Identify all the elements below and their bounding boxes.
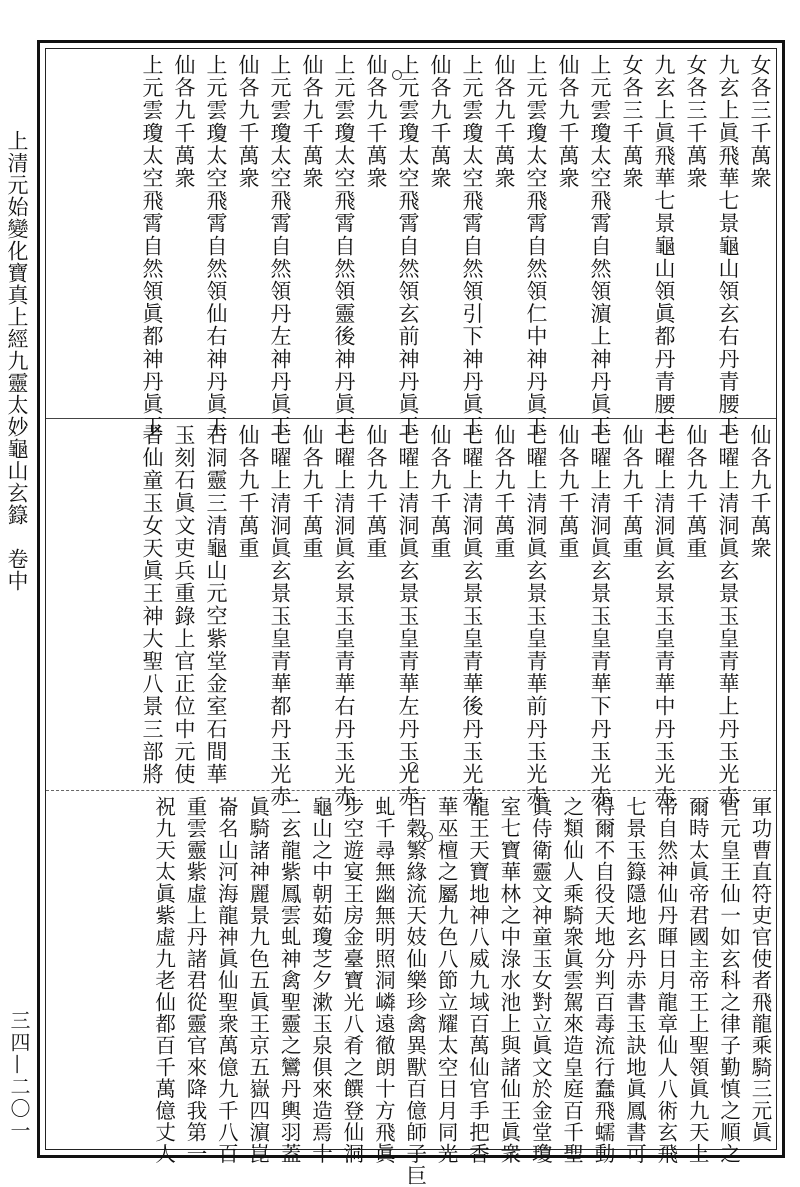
text-column: 虬千尋無幽無明照洞嶙遠徹朗十方飛眞 bbox=[371, 796, 396, 1165]
text-column: 仙各九千萬重 bbox=[684, 424, 708, 560]
text-column: 七曜上清洞眞玄景玉皇青華上丹玉光赤 bbox=[716, 424, 740, 809]
text-column: 九玄上眞飛華七景龜山領眞都丹青腰玉 bbox=[652, 54, 676, 439]
text-column: 仙各九千萬重 bbox=[556, 424, 580, 560]
text-column: 得爾不自役天地分判百毒流行蠢飛蠕動 bbox=[591, 796, 616, 1165]
text-column: 仙各九千萬重 bbox=[492, 424, 516, 560]
text-column: 仙各九千萬重 bbox=[300, 424, 324, 560]
text-column: 仙各九千萬衆 bbox=[364, 54, 388, 190]
text-column: 七曜上清洞眞玄景玉皇青華下丹玉光赤 bbox=[588, 424, 612, 809]
text-panel-top bbox=[60, 54, 776, 439]
text-column: 七曜上清洞眞玄景玉皇青華左丹玉光赤 bbox=[396, 424, 420, 809]
margin-title bbox=[4, 130, 30, 592]
text-column: 仙各九千萬重 bbox=[428, 424, 452, 560]
text-column: 女各三千萬衆 bbox=[620, 54, 644, 190]
text-column: 上元雲瓊太空飛霄自然領引下神丹眞玉 bbox=[460, 54, 484, 439]
text-column: 九玄上眞飛華七景龜山領玄右丹青腰玉 bbox=[716, 54, 740, 439]
text-column: 七曜上清洞眞玄景玉皇青華右丹玉光赤 bbox=[332, 424, 356, 809]
text-column: 女各三千萬衆 bbox=[684, 54, 708, 190]
text-column: 右洞靈三清龜山元空紫堂金室石間華 bbox=[204, 424, 228, 786]
text-column: 二玄龍紫鳳雲虬神禽聖靈之鸞丹輿羽蓋 bbox=[277, 796, 302, 1165]
text-column: 百穀繁緣流天妓仙樂珍禽異獸百億師子巨 bbox=[402, 796, 427, 1187]
text-column: 仙各九千萬衆 bbox=[556, 54, 580, 190]
text-column: 玉刻石眞文吏兵重錄上官正位中元使 bbox=[172, 424, 196, 786]
text-column: 七景玉籙隱地玄丹赤書玉訣地眞鳳書可 bbox=[622, 796, 647, 1165]
text-column: 仙各九千萬衆 bbox=[172, 54, 196, 190]
text-column: 上元雲瓊太空飛霄自然領靈後神丹眞玉 bbox=[332, 54, 356, 439]
text-panel-middle bbox=[60, 424, 776, 809]
text-column: 重雲靈紫虛上丹諸君從靈官來降我第一 bbox=[182, 796, 207, 1165]
text-column: 仙各九千萬重 bbox=[236, 424, 260, 560]
text-column: 仙各九千萬衆 bbox=[748, 424, 772, 560]
page-number: 三四—二〇一 bbox=[7, 1010, 31, 1142]
text-column: 之類仙人乘騎衆眞雲駕來造皇庭百千聖 bbox=[559, 796, 584, 1165]
text-column: 上元雲瓊太空飛霄自然領玄前神丹眞玉 bbox=[396, 54, 420, 439]
text-column: 仙各九千萬重 bbox=[364, 424, 388, 560]
text-column: 上元雲瓊太空飛霄自然領仙右神丹眞玉 bbox=[204, 54, 228, 439]
text-column: 步空遊宴王房金臺寶光八肴之饌登仙洞 bbox=[339, 796, 364, 1165]
text-column: 室七寶華林之中淥水池上與諸仙王眞衆 bbox=[496, 796, 521, 1165]
text-column: 上元雲瓊太空飛霄自然領仁中神丹眞玉 bbox=[524, 54, 548, 439]
text-column: 七曜上清洞眞玄景玉皇青華中丹玉光赤 bbox=[652, 424, 676, 809]
text-column: 軍功曹直符吏官使者飛龍乘騎三元眞 bbox=[748, 796, 772, 1144]
text-column: 崙名山河海龍神眞仙聖衆萬億九千八百 bbox=[214, 796, 239, 1165]
text-column: 七曜上清洞眞玄景玉皇青華前丹玉光赤 bbox=[524, 424, 548, 809]
text-column: 龍王天寶地神八威九域百萬仙官手把香 bbox=[465, 796, 490, 1165]
text-column: 仙各九千萬衆 bbox=[428, 54, 452, 190]
text-column: 女各三千萬衆 bbox=[748, 54, 772, 190]
text-column: 上元雲瓊太空飛霄自然領濵上神丹眞玉 bbox=[588, 54, 612, 439]
text-column: 眞騎諸神麗景九色五眞王京五嶽四濵崑 bbox=[245, 796, 270, 1165]
text-panel-bottom bbox=[60, 796, 776, 1187]
text-column: 上元雲瓊太空飛霄自然領丹左神丹眞玉 bbox=[268, 54, 292, 439]
text-column: 帝自然神仙丹暉日月龍章仙人八術玄飛 bbox=[653, 796, 678, 1165]
text-column: 華巫檀之屬九色八節立耀太空日月同光 bbox=[434, 796, 459, 1165]
text-column: 仙各九千萬重 bbox=[620, 424, 644, 560]
scripture-title: 上清元始變化寶真上經九靈太妙龜山玄籙 bbox=[5, 130, 29, 526]
volume-label: 卷中 bbox=[5, 548, 29, 592]
text-column: 仙各九千萬衆 bbox=[492, 54, 516, 190]
text-column: 上元雲瓊太空飛霄自然領眞都神丹眞玉 bbox=[140, 54, 164, 439]
text-column: 龜山之中朝茹瓊芝夕漱玉泉俱來造焉十 bbox=[308, 796, 333, 1165]
text-column: 官元皇王仙一如玄科之律子勤慎之順之 bbox=[716, 796, 741, 1165]
text-column: 爾時太眞帝君國主帝王上聖領眞九天上 bbox=[685, 796, 710, 1165]
text-column: 眞侍衛靈文神童玉女對立眞文於金堂瓊 bbox=[528, 796, 553, 1165]
text-column: 祝九天太眞紫虛九老仙都百千萬億丈人 bbox=[151, 796, 176, 1165]
text-column: 者仙童玉女天眞王神大聖八景三部將 bbox=[140, 424, 164, 786]
text-column: 仙各九千萬衆 bbox=[300, 54, 324, 190]
text-column: 七曜上清洞眞玄景玉皇青華後丹玉光赤 bbox=[460, 424, 484, 809]
text-column: 仙各九千萬衆 bbox=[236, 54, 260, 190]
text-column: 七曜上清洞眞玄景玉皇青華都丹玉光赤 bbox=[268, 424, 292, 809]
